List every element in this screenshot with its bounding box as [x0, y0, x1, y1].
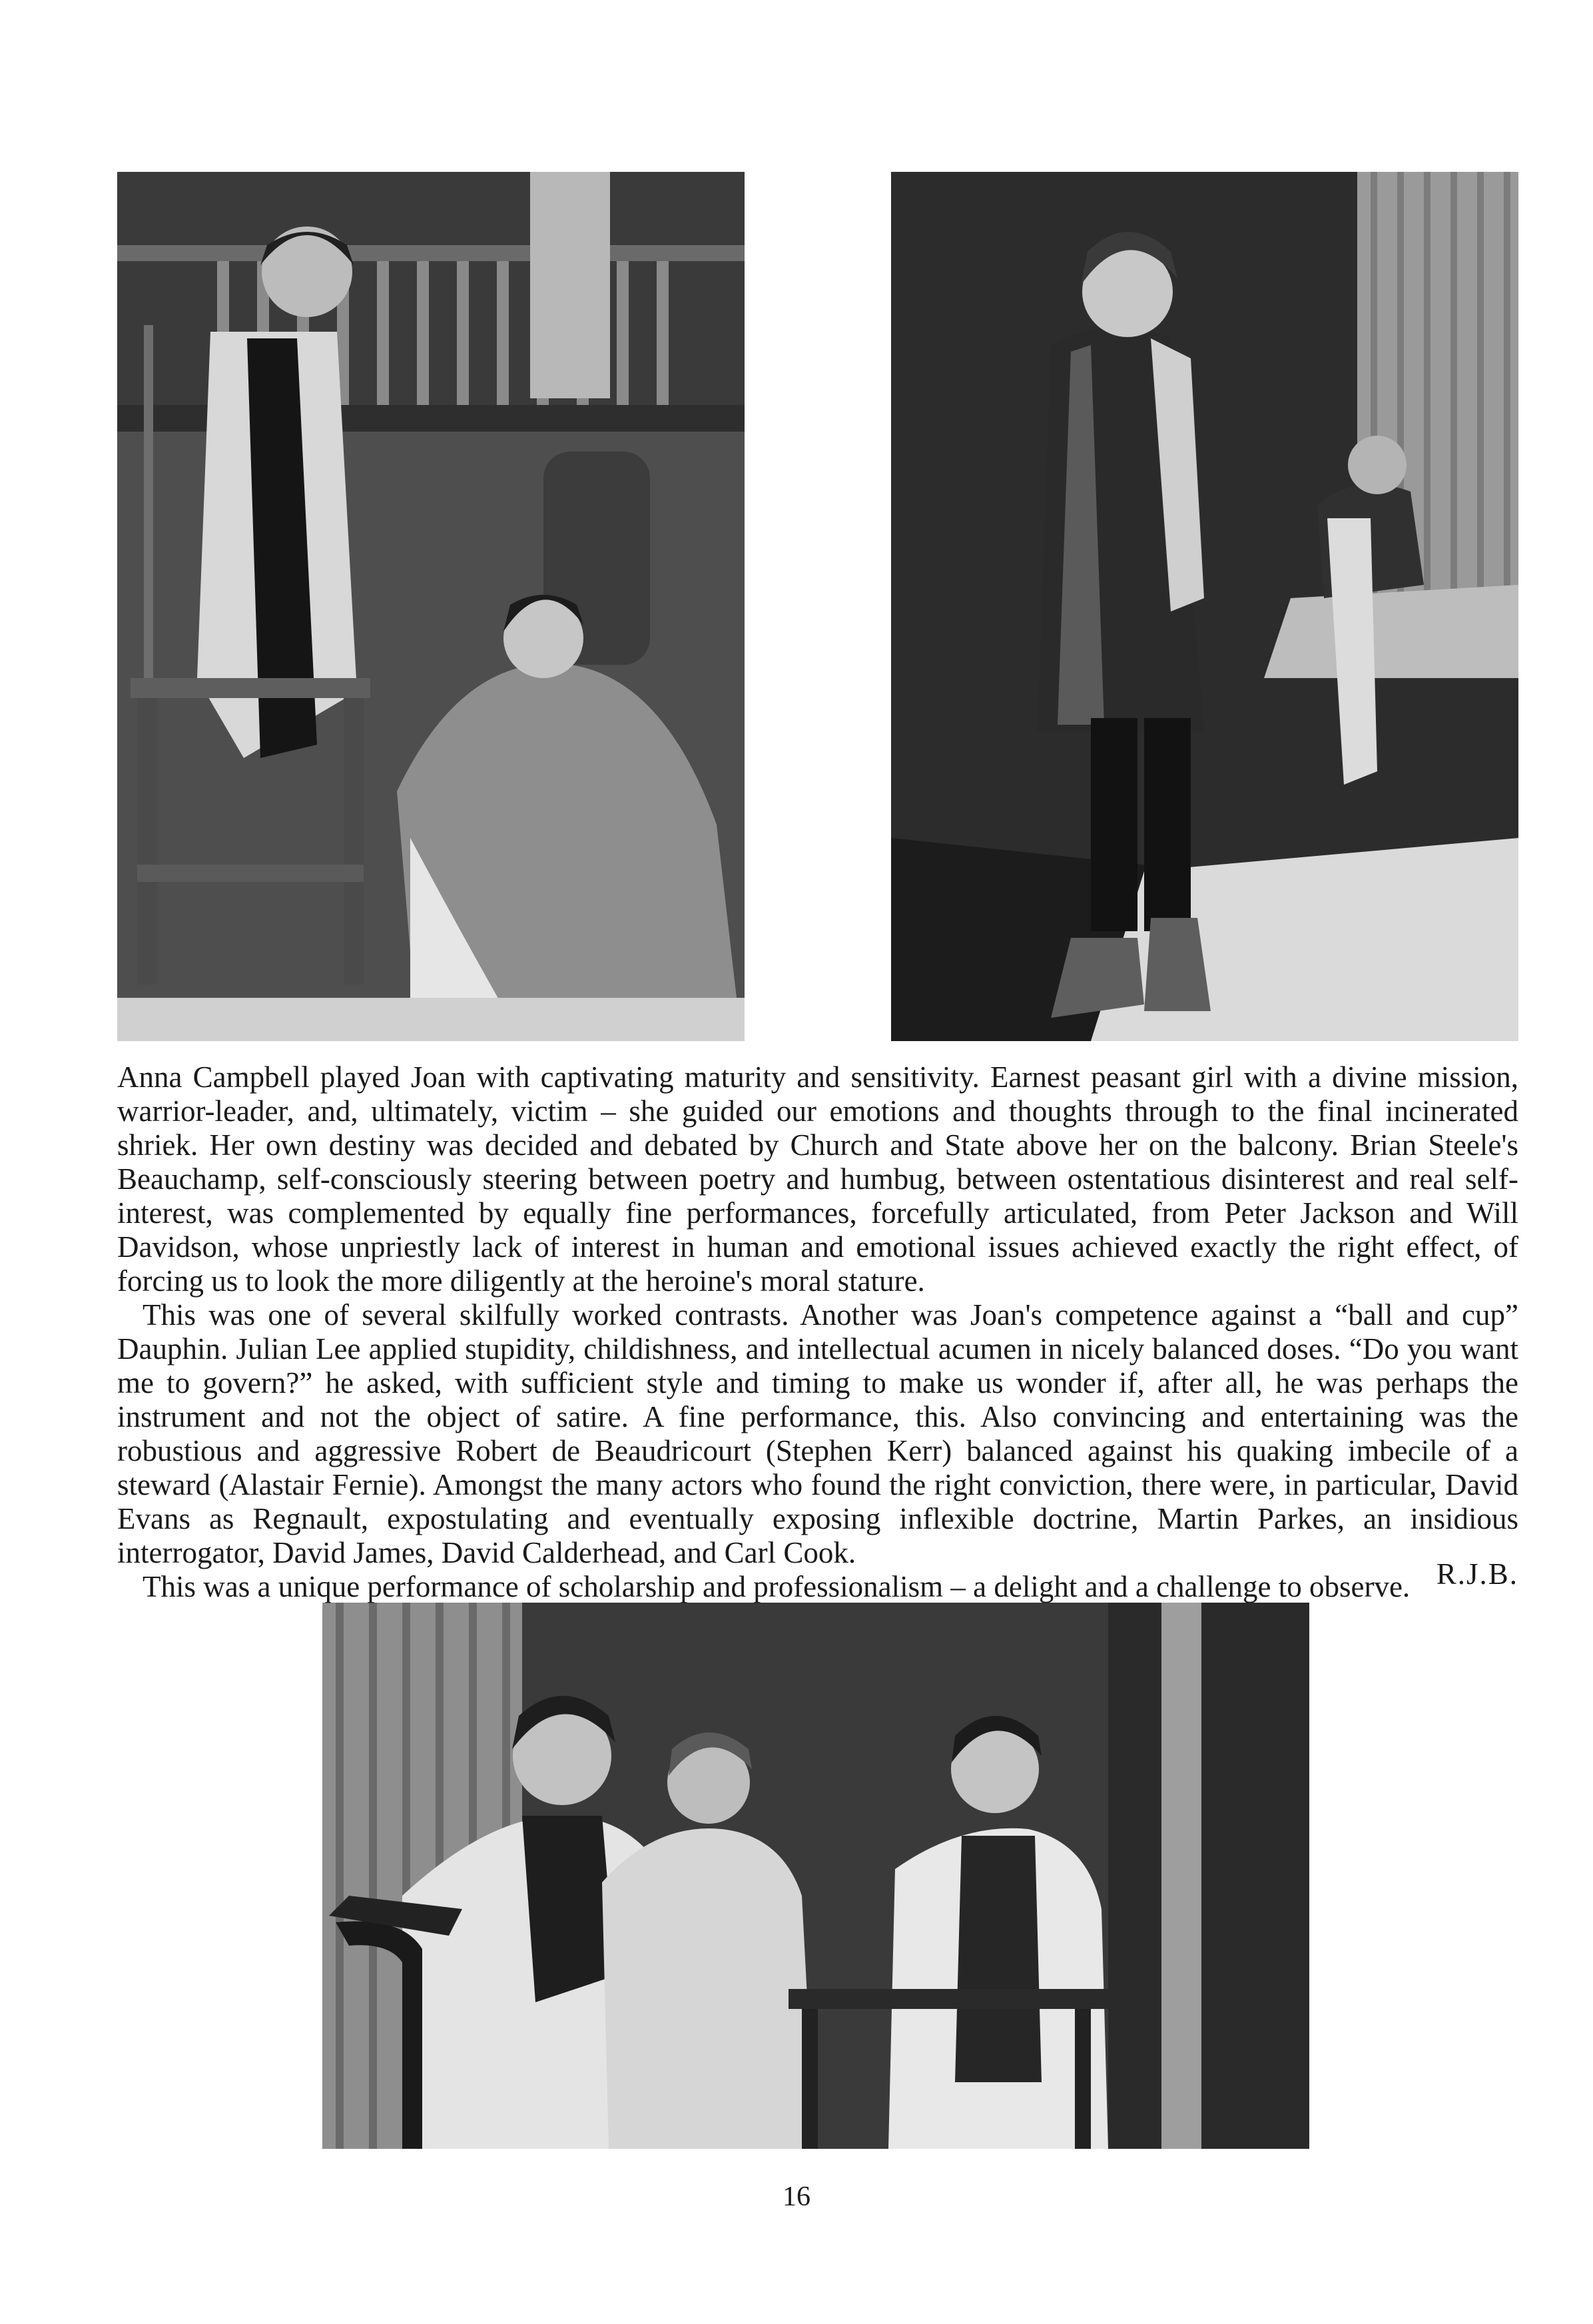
paragraph-2: This was one of several skilfully worked contrasts. Another was Joan's competence against a “ball and cup” Dauphin. Julian Lee applied stupidity, childishness, and intellectual acumen in nicely balanced doses. “Do you want me to govern?” he asked, with sufficient style and timing to make us wonder if, after all, he was perhaps the instrument and not the object of satire. A fine performance, this. Also convincing and entertaining was the robustious and aggressive Robert de Beaudricourt (Stephen Kerr) balanced against his quaking imbecile of a steward (Alastair Fernie). Amongst the many actors who found the right conviction, there were, in particular, David Evans as Regnault, expostulating and eventually exposing inflexible doctrine, Martin Parkes, an insidious interrogator, David James, David Calderhead, and Carl Cook.: [117, 1298, 1518, 1569]
photo-joan-and-kneeling-figure-image: [117, 172, 745, 1041]
paragraph-1: Anna Campbell played Joan with captivating maturity and sensitivity. Earnest peasant girl with a divine mission, warrior-leader, and, ultimately, victim – she guided our emotions and thoughts through to the final incinerated shriek. Her own destiny was decided and debated by Church and State above her on the balcony. Brian Steele's Beauchamp, self-consciously steering between poetry and humbug, between ostentatious disinterest and real self-interest, was complemented by equally fine performances, forcefully articulated, from Peter Jackson and Will Davidson, whose unpriestly lack of interest in human and emotional issues achieved exactly the right effect, of forcing us to look the more diligently at the heroine's moral stature.: [117, 1060, 1518, 1298]
author-signature: R.J.B.: [1436, 1557, 1518, 1591]
photo-three-seated-figures-image: [322, 1603, 1309, 2149]
photo-three-seated-figures: [322, 1603, 1309, 2149]
photo-standing-actor-image: [891, 172, 1518, 1041]
photo-standing-actor: [891, 172, 1518, 1041]
photo-joan-and-kneeling-figure: [117, 172, 745, 1041]
page-number: 16: [783, 2181, 810, 2212]
paragraph-3: This was a unique performance of scholarship and professionalism – a delight and a challenge to observe.: [143, 1570, 1411, 1603]
review-article: [117, 1060, 1518, 1604]
